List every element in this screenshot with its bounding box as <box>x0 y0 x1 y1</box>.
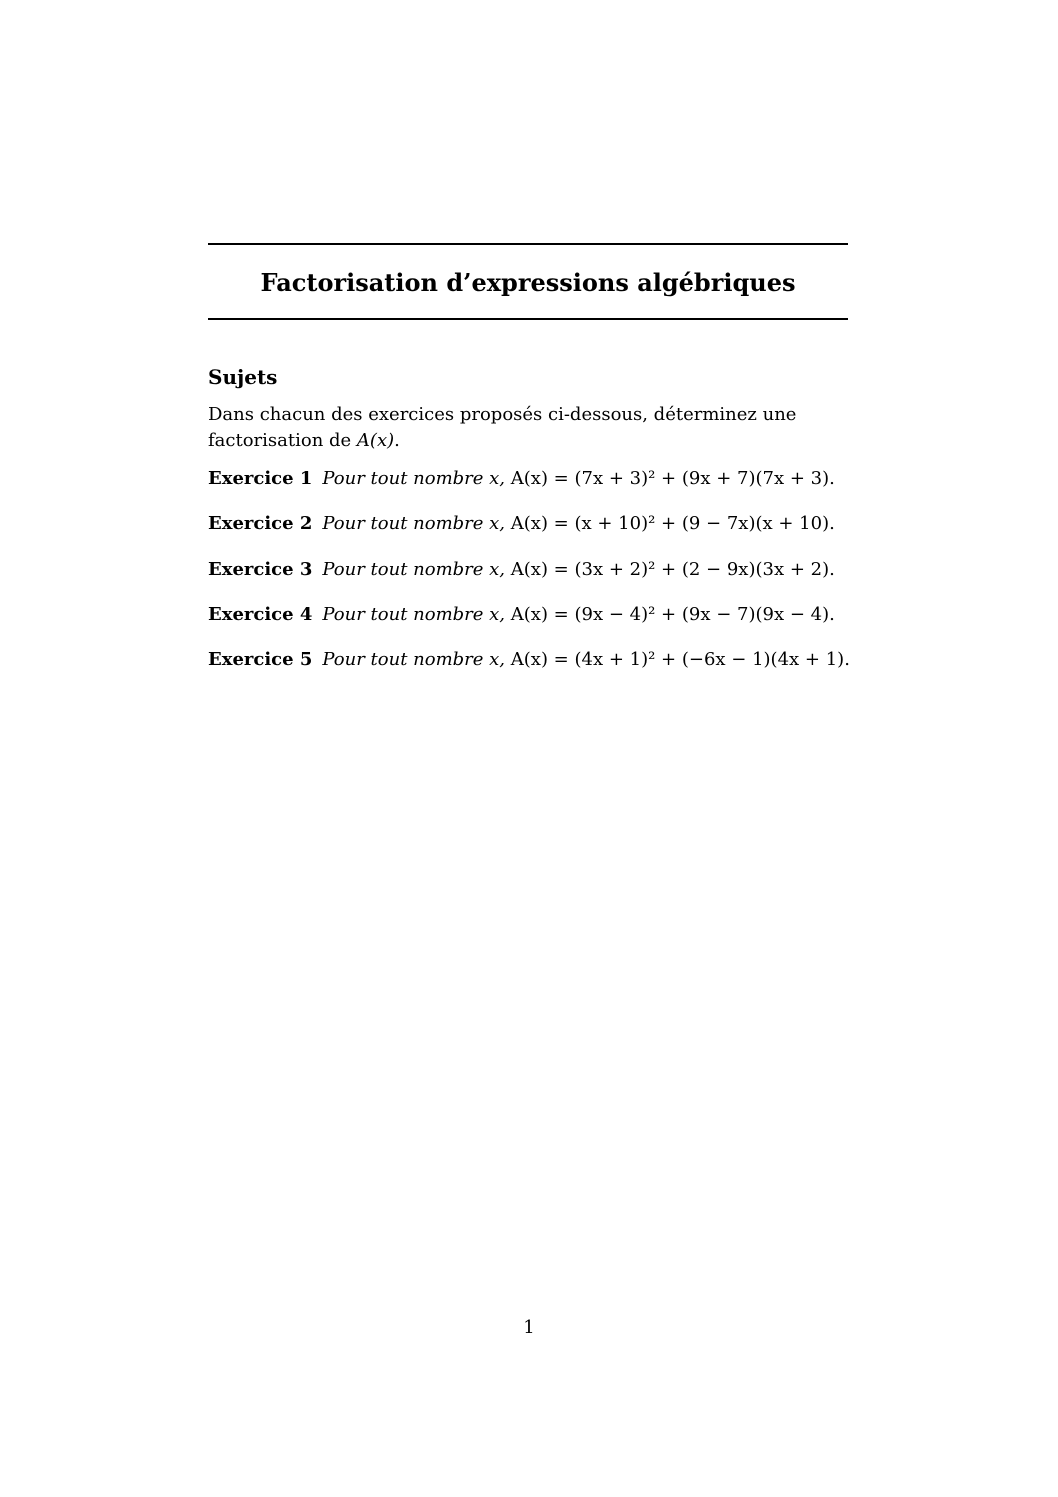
exercise-label: Exercice 3 <box>208 559 313 580</box>
document-title: Factorisation d’expressions algébriques <box>260 268 796 297</box>
exercise-label: Exercice 5 <box>208 649 313 670</box>
exercise-label: Exercice 4 <box>208 604 313 625</box>
page-number: 1 <box>523 1317 535 1338</box>
exercise-5 <box>208 647 853 673</box>
exercise-prefix: Pour tout nombre x, <box>322 559 506 580</box>
exercise-prefix: Pour tout nombre x, <box>322 604 506 625</box>
exercise-1 <box>208 466 853 492</box>
exercise-formula: A(x) = (7x + 3)² + (9x + 7)(7x + 3). <box>510 468 835 489</box>
exercise-3 <box>208 557 853 583</box>
exercise-4 <box>208 602 853 628</box>
title-rule-top <box>208 243 848 245</box>
exercise-label: Exercice 2 <box>208 513 313 534</box>
intro-paragraph <box>208 402 853 454</box>
title-rule-bottom <box>208 318 848 320</box>
intro-text: Dans chacun des exercices proposés ci-dessous, déterminez une factorisation de <box>208 404 797 451</box>
exercise-formula: A(x) = (3x + 2)² + (2 − 9x)(3x + 2). <box>510 559 835 580</box>
exercise-prefix: Pour tout nombre x, <box>322 468 506 489</box>
intro-math: A(x) <box>356 430 395 451</box>
exercise-label: Exercice 1 <box>208 468 313 489</box>
section-title: Sujets <box>208 365 278 389</box>
exercise-formula: A(x) = (9x − 4)² + (9x − 7)(9x − 4). <box>510 604 835 625</box>
exercise-prefix: Pour tout nombre x, <box>322 513 506 534</box>
intro-end: . <box>394 430 400 451</box>
exercise-prefix: Pour tout nombre x, <box>322 649 506 670</box>
exercise-2 <box>208 511 853 537</box>
exercise-formula: A(x) = (4x + 1)² + (−6x − 1)(4x + 1). <box>510 649 850 670</box>
exercise-formula: A(x) = (x + 10)² + (9 − 7x)(x + 10). <box>510 513 835 534</box>
